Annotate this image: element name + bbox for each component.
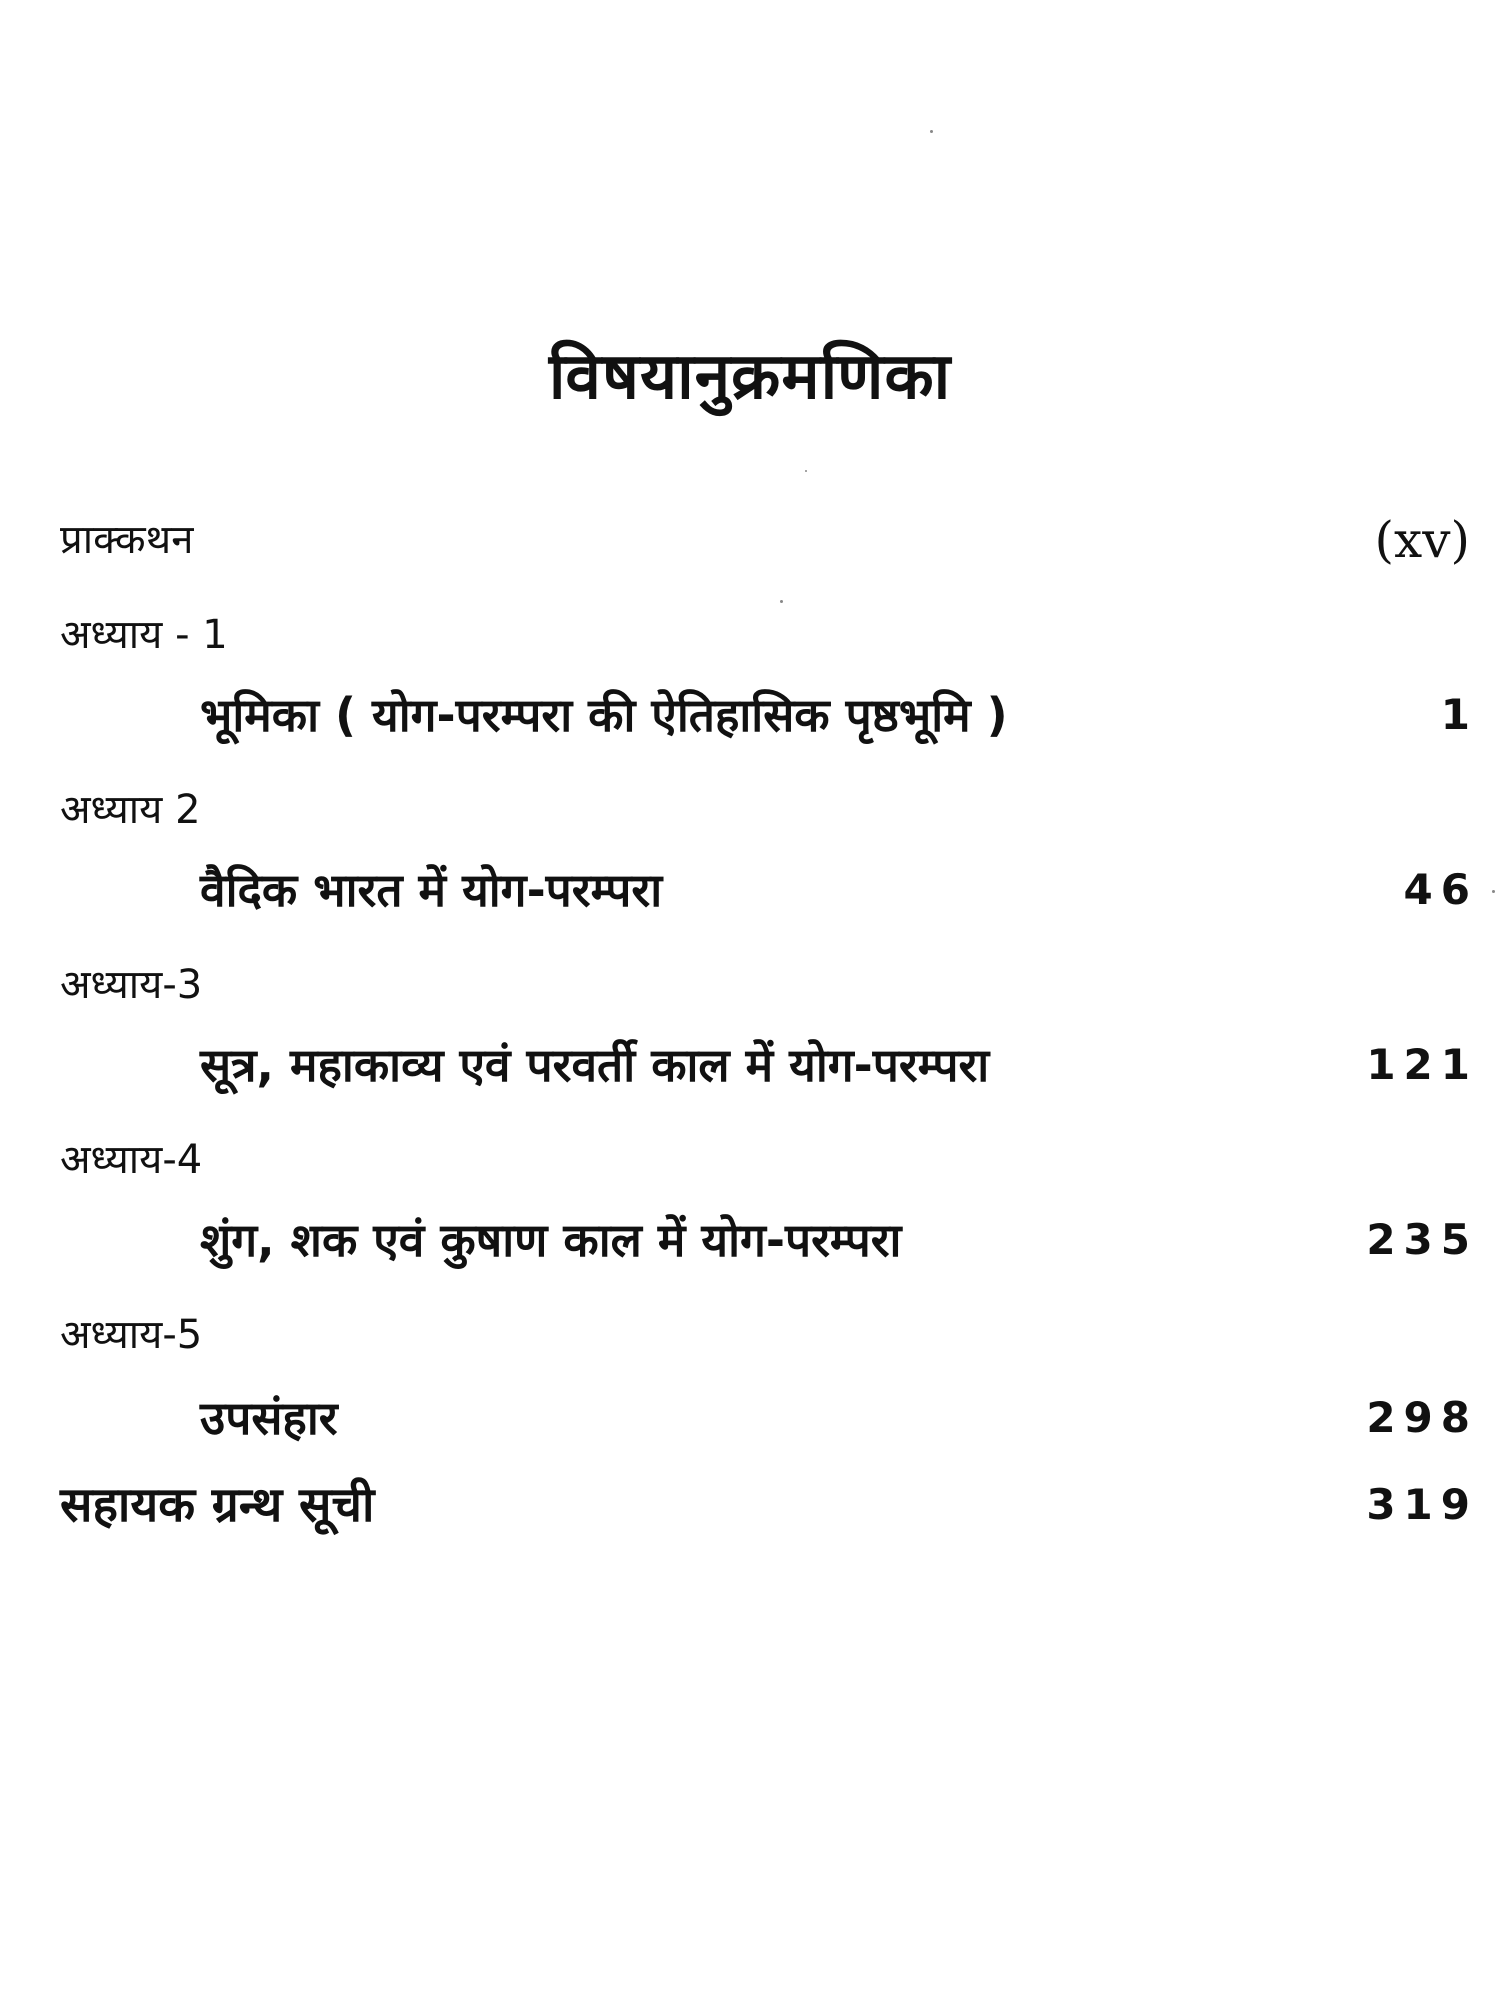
toc-entry-label: प्राक्कथन bbox=[60, 517, 194, 563]
toc-chapter-heading-3 bbox=[60, 950, 1470, 1020]
toc-entry-preface bbox=[60, 505, 1470, 575]
page-title: विषयानुक्रमणिका bbox=[548, 340, 952, 414]
toc-chapter-heading-1 bbox=[60, 600, 1470, 670]
toc-entry-label: सहायक ग्रन्थ सूची bbox=[60, 1477, 375, 1533]
toc-entry-chapter-4 bbox=[60, 1205, 1478, 1275]
toc-page-number: 319 bbox=[1366, 1480, 1478, 1529]
toc-entry-chapter-2 bbox=[60, 855, 1478, 925]
chapter-heading: अध्याय 2 bbox=[60, 787, 201, 833]
scan-speck bbox=[805, 470, 807, 472]
toc-page-number: 121 bbox=[1366, 1040, 1478, 1089]
toc-entry-bibliography bbox=[60, 1470, 1478, 1540]
toc-entry-label: उपसंहार bbox=[200, 1391, 338, 1445]
chapter-heading: अध्याय - 1 bbox=[60, 612, 228, 658]
toc-chapter-heading-4 bbox=[60, 1125, 1470, 1195]
toc-entry-conclusion bbox=[60, 1383, 1478, 1453]
toc-entry-label: वैदिक भारत में योग-परम्परा bbox=[200, 863, 663, 917]
chapter-heading: अध्याय-5 bbox=[60, 1312, 203, 1358]
scan-speck bbox=[780, 600, 783, 603]
toc-page-number: 46 bbox=[1403, 865, 1478, 914]
chapter-heading: अध्याय-4 bbox=[60, 1137, 203, 1183]
toc-page-number: 235 bbox=[1366, 1215, 1478, 1264]
chapter-heading: अध्याय-3 bbox=[60, 962, 203, 1008]
toc-entry-label: भूमिका ( योग-परम्परा की ऐतिहासिक पृष्ठभूमि ) bbox=[200, 688, 1008, 742]
toc-page-number: (xv) bbox=[1374, 511, 1470, 569]
toc-entry-chapter-1 bbox=[60, 680, 1478, 750]
toc-entry-label: सूत्र, महाकाव्य एवं परवर्ती काल में योग-परम्परा bbox=[200, 1038, 990, 1092]
toc-chapter-heading-5 bbox=[60, 1300, 1470, 1370]
scan-speck bbox=[1492, 890, 1495, 893]
toc-page-number: 1 bbox=[1440, 690, 1478, 739]
toc-chapter-heading-2 bbox=[60, 775, 1470, 845]
toc-entry-chapter-3 bbox=[60, 1030, 1478, 1100]
toc-page-number: 298 bbox=[1366, 1393, 1478, 1442]
toc-entry-label: शुंग, शक एवं कुषाण काल में योग-परम्परा bbox=[200, 1213, 902, 1267]
scan-speck bbox=[930, 130, 933, 133]
